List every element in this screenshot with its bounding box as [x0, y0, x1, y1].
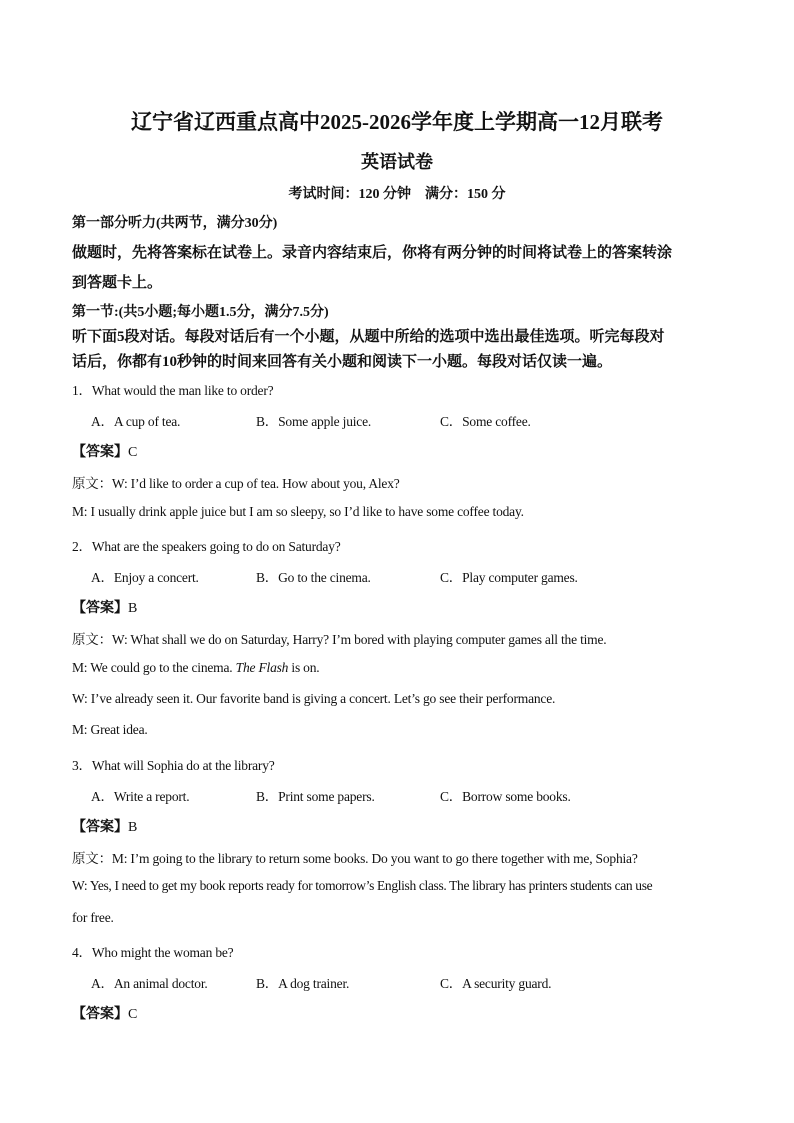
question-3-option-a: A．Write a report.: [91, 789, 190, 804]
section1-instruction-line1: 听下面5段对话。每段对话后有一个小题，从题中所给的选项中选出最佳选项。听完每段对: [72, 329, 665, 345]
transcript-text-suffix: is on.: [288, 660, 320, 675]
question-3-transcript-line1: [72, 847, 638, 867]
exam-subtitle: 英语试卷: [361, 152, 433, 172]
question-1-transcript-line1: [72, 472, 400, 492]
question-3-stem: 3．What will Sophia do at the library?: [72, 758, 275, 773]
exam-title: 辽宁省辽西重点高中2025-2026学年度上学期高一12月联考: [131, 110, 663, 134]
question-2-stem: 2．What are the speakers going to do on Saturday?: [72, 539, 341, 554]
section1-heading: 第一节:(共5小题;每小题1.5分，满分7.5分): [72, 305, 329, 320]
answer-label: 【答案】: [72, 1007, 128, 1022]
transcript-label: 原文：: [72, 476, 112, 491]
transcript-label: 原文：: [72, 851, 112, 866]
transcript-text: W: What shall we do on Saturday, Harry? I’m bored with playing computer games all the time.: [111, 632, 607, 647]
question-3-transcript-line2: W: Yes, I need to get my book reports ready for tomorrow’s English class. The library has printers students can use: [72, 878, 653, 893]
question-1-answer: [72, 441, 137, 461]
question-2-transcript-line2: [72, 660, 319, 676]
part1-instruction-line1: 做题时，先将答案标在试卷上。录音内容结束后，你将有两分钟的时间将试卷上的答案转涂: [72, 245, 673, 261]
answer-value: B: [128, 820, 138, 835]
question-4-option-b: B．A dog trainer.: [256, 976, 350, 991]
answer-value: C: [128, 445, 138, 460]
exam-meta: 考试时间：120 分钟 满分：150 分: [288, 187, 506, 202]
question-4-option-c: C．A security guard.: [440, 976, 552, 991]
question-1-option-c: C．Some coffee.: [440, 414, 531, 429]
question-4-stem: 4．Who might the woman be?: [72, 945, 234, 960]
transcript-label: 原文：: [72, 632, 112, 647]
question-2-transcript-line4: M: Great idea.: [72, 722, 148, 737]
answer-value: B: [128, 601, 138, 616]
transcript-text: M: We could go to the cinema.: [72, 660, 236, 675]
part1-instruction-line2: 到答题卡上。: [72, 275, 163, 291]
question-3-answer: [72, 816, 137, 836]
question-1-option-b: B．Some apple juice.: [256, 414, 372, 429]
question-4-option-a: A．An animal doctor.: [91, 976, 208, 991]
question-3-transcript-line3: for free.: [72, 910, 114, 925]
question-3-option-c: C．Borrow some books.: [440, 789, 571, 804]
question-1-option-a: A．A cup of tea.: [91, 414, 181, 429]
transcript-text: M: I’m going to the library to return some books. Do you want to go there together with me, Sophia?: [111, 851, 638, 866]
film-title: The Flash: [235, 660, 289, 675]
question-1-transcript-line2: M: I usually drink apple juice but I am so sleepy, so I’d like to have some coffee today.: [72, 504, 524, 519]
question-2-option-a: A．Enjoy a concert.: [91, 570, 199, 585]
question-4-answer: [72, 1003, 137, 1023]
question-1-stem: 1．What would the man like to order?: [72, 383, 274, 398]
transcript-text: W: I’d like to order a cup of tea. How about you, Alex?: [111, 476, 400, 491]
answer-label: 【答案】: [72, 820, 128, 835]
question-3-option-b: B．Print some papers.: [256, 789, 375, 804]
question-2-option-c: C．Play computer games.: [440, 570, 578, 585]
question-2-answer: [72, 597, 137, 617]
answer-label: 【答案】: [72, 445, 128, 460]
answer-label: 【答案】: [72, 601, 128, 616]
part1-heading: 第一部分听力(共两节，满分30分): [72, 216, 278, 231]
section1-instruction-line2: 话后，你都有10秒钟的时间来回答有关小题和阅读下一小题。每段对话仅读一遍。: [72, 354, 613, 370]
answer-value: C: [128, 1007, 138, 1022]
question-2-transcript-line1: [72, 628, 606, 648]
question-2-option-b: B．Go to the cinema.: [256, 570, 371, 585]
question-2-transcript-line3: W: I’ve already seen it. Our favorite band is giving a concert. Let’s go see their performance.: [72, 691, 556, 706]
